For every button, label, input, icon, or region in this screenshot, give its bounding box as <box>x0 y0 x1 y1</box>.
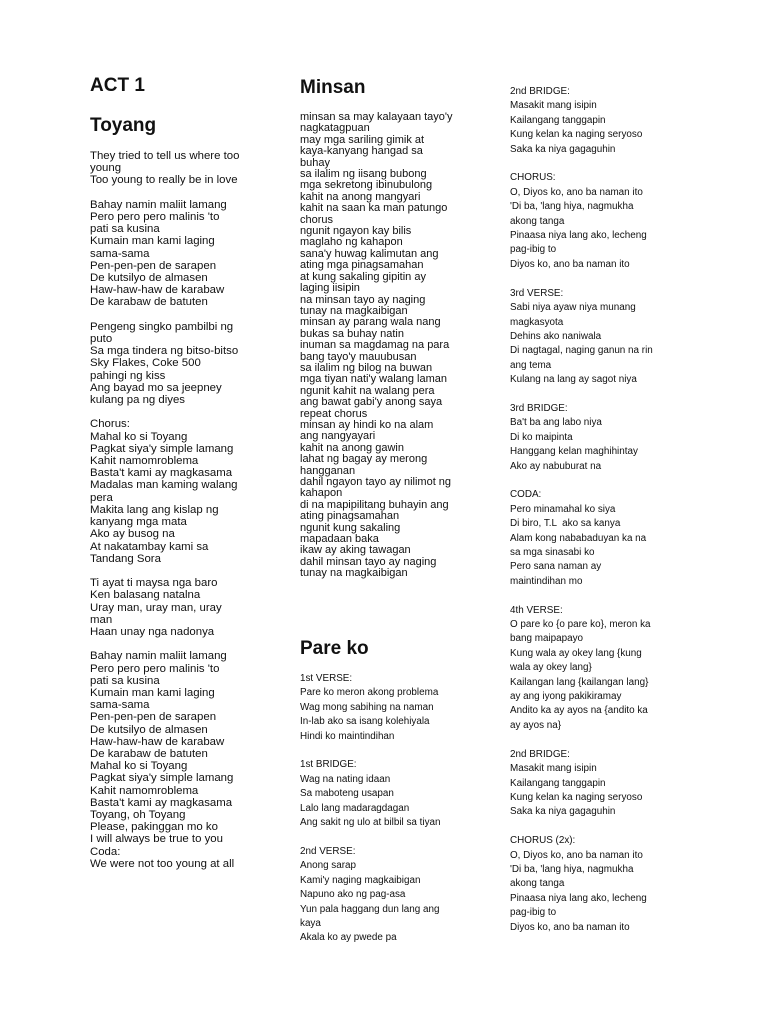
lyric-line: 4th VERSE: <box>510 604 563 616</box>
lyric-line <box>510 157 653 171</box>
lyric-line: Mahal ko si Toyang <box>90 760 188 773</box>
lyric-line: Kung kelan ka naging seryoso <box>510 791 643 803</box>
lyric-line: We were not too young at all <box>90 857 235 870</box>
lyric-line: Di biro, T.L ako sa kanya <box>510 518 621 530</box>
lyric-line: Kahit namomroblema <box>90 784 199 797</box>
lyric-line: Tandang Sora <box>90 552 161 565</box>
lyric-line: Kumain man kami laging <box>90 235 215 248</box>
lyric-line: 2nd VERSE: <box>300 845 356 857</box>
lyric-line: Coda: <box>90 845 121 858</box>
lyric-line <box>510 474 653 488</box>
lyric-line: hangganan <box>300 464 356 477</box>
lyric-line: kahit na anong gawin <box>300 441 404 454</box>
lyric-line: Bahay namin maliit lamang <box>90 198 227 211</box>
lyric-line: sa ilalim ng bilog na buwan <box>300 361 433 374</box>
lyric-line: Please, pakinggan mo ko <box>90 821 218 834</box>
lyric-line: Ako ay busog na <box>90 528 175 541</box>
lyric-line: 2nd BRIDGE: <box>510 748 570 760</box>
lyric-line: Diyos ko, ano ba naman ito <box>510 258 630 270</box>
lyric-line: ang tema <box>510 359 552 371</box>
lyric-line: 1st BRIDGE: <box>300 759 357 771</box>
lyric-line: Pengeng singko pambilbi ng <box>90 320 234 333</box>
lyric-line: sa ilalim ng iisang bubong <box>300 168 427 181</box>
lyric-line: Saka ka niya gagaguhin <box>510 806 616 818</box>
act-heading: ACT 1 <box>90 75 145 96</box>
lyric-line: Ba't ba ang labo niya <box>510 417 602 429</box>
lyric-line: pag-ibig to <box>510 244 557 256</box>
lyric-line: Anong sarap <box>300 860 357 872</box>
lyric-line: Kulang na lang ay sagot niya <box>510 374 637 386</box>
lyric-line: mapadaan baka <box>300 533 379 546</box>
lyric-line: Masakit mang isipin <box>510 100 597 112</box>
lyric-line: O, Diyos ko, ano ba naman ito <box>510 849 643 861</box>
lyric-line: lahat ng bagay ay merong <box>300 453 428 466</box>
lyric-line: 'Di ba, 'lang hiya, nagmukha <box>510 201 634 213</box>
lyric-line: Pen-pen-pen de sarapen <box>90 711 217 724</box>
lyric-line: Mahal ko si Toyang <box>90 430 188 443</box>
lyric-line: Napuno ako ng pag-asa <box>300 889 406 901</box>
lyric-line: kahapon <box>300 487 343 500</box>
lyric-line: ikaw ay aking tawagan <box>300 544 411 557</box>
lyric-line: pati sa kusina <box>90 223 160 236</box>
song-title-minsan: Minsan <box>300 77 366 98</box>
lyric-line: Ang bayad mo sa jeepney <box>90 381 222 394</box>
lyric-line: Haan unay nga nadonya <box>90 625 215 638</box>
lyric-line: In-lab ako sa isang kolehiyala <box>300 716 430 728</box>
lyric-line: Haw-haw-haw de karabaw <box>90 735 225 748</box>
lyric-line: minsan ay hindi ko na alam <box>300 418 434 431</box>
lyric-line: Alam kong nababaduyan ka na <box>510 532 647 544</box>
lyric-line: magkasyota <box>510 316 564 328</box>
lyrics-minsan <box>300 112 453 580</box>
lyric-line <box>90 309 239 321</box>
lyric-line: Pagkat siya'y simple lamang <box>90 772 234 785</box>
lyric-line: maglaho ng kahapon <box>300 236 403 249</box>
lyric-line: chorus <box>300 213 334 226</box>
lyric-line: ating mga pinagsamahan <box>300 259 424 272</box>
lyric-line <box>510 820 653 834</box>
lyric-line: bang maipapayo <box>510 633 584 645</box>
lyric-line: puto <box>90 333 113 346</box>
lyric-line: sama-sama <box>90 247 150 260</box>
lyrics-pare-ko-continued <box>510 85 653 935</box>
lyric-line: laging iisipin <box>300 282 360 295</box>
lyric-line: Madalas man kaming walang <box>90 479 238 492</box>
lyric-line: Saka ka niya gagaguhin <box>510 143 616 155</box>
lyric-line: Bahay namin maliit lamang <box>90 650 227 663</box>
lyric-line: Pero pero pero malinis 'to <box>90 211 220 224</box>
lyric-line: at kung sakaling gipitin ay <box>300 270 426 283</box>
lyric-line <box>510 733 653 747</box>
lyric-line: 'Di ba, 'lang hiya, nagmukha <box>510 863 634 875</box>
lyric-line: tunay na magkaibigan <box>300 567 408 580</box>
lyric-line <box>90 187 239 199</box>
lyric-line: De karabaw de batuten <box>90 747 208 760</box>
lyric-line: Wag na nating idaan <box>300 773 391 785</box>
lyric-line: 3rd BRIDGE: <box>510 402 568 414</box>
lyric-line: dahil ngayon tayo ay nilimot ng <box>300 476 452 488</box>
lyric-line: Diyos ko, ano ba naman ito <box>510 921 630 933</box>
lyric-line: Yun pala haggang dun lang ang <box>300 903 440 915</box>
lyric-line: CODA: <box>510 489 542 501</box>
lyric-line: Ang sakit ng ulo at bilbil sa tiyan <box>300 817 441 829</box>
lyric-line: Basta't kami ay magkasama <box>90 467 233 480</box>
lyric-line: Pagkat siya'y simple lamang <box>90 442 234 455</box>
lyric-line: ngunit ngayon kay bilis <box>300 225 412 238</box>
lyric-line: bukas sa buhay natin <box>300 327 404 340</box>
lyric-line: repeat chorus <box>300 407 368 420</box>
lyric-line: Kung kelan ka naging seryoso <box>510 129 643 141</box>
lyric-line: Andito ka ay ayos na {andito ka <box>510 705 648 717</box>
lyrics-pare-ko <box>300 672 441 946</box>
lyric-line: pera <box>90 491 113 504</box>
lyric-line: Di ko maipinta <box>510 431 573 443</box>
lyric-line: Kailangan lang {kailangan lang} <box>510 676 649 688</box>
lyric-line: sama-sama <box>90 699 150 712</box>
lyric-line <box>300 830 441 844</box>
lyric-line: Ako ay nabuburat na <box>510 460 602 472</box>
lyric-line: pag-ibig to <box>510 907 557 919</box>
song-title-pare-ko: Pare ko <box>300 638 369 659</box>
lyric-line: I will always be true to you <box>90 833 223 846</box>
lyric-line: De karabaw de batuten <box>90 296 208 309</box>
lyric-line: Pero sana naman ay <box>510 561 602 573</box>
lyric-line: nagkatagpuan <box>300 122 370 135</box>
lyric-line: di na mapipilitang buhayin ang <box>300 498 449 511</box>
lyric-line: minsan ay parang wala nang <box>300 316 441 329</box>
lyric-line: Lalo lang madaragdagan <box>300 802 410 814</box>
lyric-line: Chorus: <box>90 418 130 431</box>
lyric-line: akong tanga <box>510 215 565 227</box>
lyric-line: 1st VERSE: <box>300 673 353 684</box>
lyric-line <box>510 589 653 603</box>
lyric-line: ngunit kahit na walang pera <box>300 384 435 397</box>
lyric-line <box>300 744 441 758</box>
lyric-line: wala ay okey lang} <box>510 662 592 674</box>
lyric-line: akong tanga <box>510 878 565 890</box>
lyric-line: Akala ko ay pwede pa <box>300 932 397 944</box>
lyric-line: ang bawat gabi'y anong saya <box>300 396 443 409</box>
lyric-line: kahit na saan ka man patungo <box>300 202 448 215</box>
lyric-line: ngunit kung sakaling <box>300 521 401 534</box>
lyric-line: Haw-haw-haw de karabaw <box>90 284 225 297</box>
lyric-line: ating pinagsamahan <box>300 510 400 523</box>
lyric-line: Basta't kami ay magkasama <box>90 796 233 809</box>
lyric-line: Hanggang kelan maghihintay <box>510 446 638 458</box>
lyric-line <box>510 388 653 402</box>
lyric-line: Pinaasa niya lang ako, lecheng <box>510 892 647 904</box>
lyric-line: man <box>90 613 113 626</box>
lyric-line: CHORUS (2x): <box>510 835 576 847</box>
lyric-line: 3rd VERSE: <box>510 287 564 299</box>
lyric-line: bang tayo'y mauubusan <box>300 350 417 363</box>
lyric-line: Ti ayat ti maysa nga baro <box>90 577 218 590</box>
lyric-line: Hindi ko maintindihan <box>300 730 395 742</box>
lyric-line: maintindihan mo <box>510 575 583 587</box>
lyric-line: 2nd BRIDGE: <box>510 86 570 97</box>
lyric-line: De kutsilyo de almasen <box>90 272 208 285</box>
lyric-line: Sa maboteng usapan <box>300 788 394 800</box>
lyric-line: may mga sariling gimik at <box>300 133 425 146</box>
lyric-line: kaya-kanyang hangad sa <box>300 145 423 158</box>
lyric-line <box>90 406 239 418</box>
lyrics-toyang <box>90 150 239 870</box>
lyric-line: kahit na anong mangyari <box>300 190 421 203</box>
lyric-line: Makita lang ang kislap ng <box>90 503 219 516</box>
lyric-line <box>510 272 653 286</box>
lyric-line: Kailangang tanggapin <box>510 114 606 126</box>
lyric-line: ay ayos na} <box>510 719 562 731</box>
lyric-line: Dehins ako naniwala <box>510 330 602 342</box>
lyric-line: Kahit namomroblema <box>90 455 199 468</box>
lyric-line: Sky Flakes, Coke 500 <box>90 357 201 370</box>
lyric-line: sa mga sinasabi ko <box>510 547 595 558</box>
lyric-line: minsan sa may kalayaan tayo'y <box>300 111 453 123</box>
lyric-line: na minsan tayo ay naging <box>300 293 426 306</box>
lyric-line: CHORUS: <box>510 172 556 184</box>
lyric-line: young <box>90 162 122 175</box>
lyric-line: O, Diyos ko, ano ba naman ito <box>510 186 643 198</box>
lyric-line: Pen-pen-pen de sarapen <box>90 259 217 272</box>
lyric-line: pati sa kusina <box>90 674 160 687</box>
lyric-line: Pero pero pero malinis 'to <box>90 662 220 675</box>
song-title-toyang: Toyang <box>90 115 157 136</box>
lyric-line: Pero minamahal ko siya <box>510 503 616 515</box>
lyric-line: dahil minsan tayo ay naging <box>300 555 437 568</box>
lyric-line: tunay na magkaibigan <box>300 304 408 317</box>
lyric-line: kulang pa ng diyes <box>90 394 185 407</box>
lyric-line: O pare ko {o pare ko}, meron ka <box>510 619 651 631</box>
lyric-line: Pinaasa niya lang ako, lecheng <box>510 230 647 242</box>
lyric-line: kanyang mga mata <box>90 516 187 529</box>
lyric-line: Kung wala ay okey lang {kung <box>510 647 642 659</box>
lyric-line: Toyang, oh Toyang <box>90 808 186 821</box>
lyric-line: De kutsilyo de almasen <box>90 723 208 736</box>
lyric-line <box>90 565 239 577</box>
lyric-line: mga tiyan nati'y walang laman <box>300 373 448 386</box>
lyric-line: Masakit mang isipin <box>510 763 597 775</box>
lyric-line: Pare ko meron akong problema <box>300 687 439 699</box>
lyric-line: kaya <box>300 917 321 929</box>
lyric-line: inuman sa magdamag na para <box>300 339 450 352</box>
lyric-line: ang nangyayari <box>300 430 376 443</box>
lyric-line: They tried to tell us where too <box>90 150 240 162</box>
lyric-line: At nakatambay kami sa <box>90 540 209 553</box>
lyric-line: Ken balasang natalna <box>90 589 201 602</box>
lyric-line: Kami'y naging magkaibigan <box>300 874 421 886</box>
lyric-line: ay ang iyong pakikiramay <box>510 691 622 703</box>
lyric-line: Wag mong sabihing na naman <box>300 701 434 713</box>
lyric-line: Di nagtagal, naging ganun na rin <box>510 345 653 357</box>
lyric-line: Kumain man kami laging <box>90 686 215 699</box>
lyric-line: mga sekretong ibinubulong <box>300 179 433 192</box>
lyric-line: pahingi ng kiss <box>90 369 166 382</box>
lyric-line: Uray man, uray man, uray <box>90 601 222 614</box>
lyric-line: Sa mga tindera ng bitso-bitso <box>90 345 239 358</box>
lyric-line: Too young to really be in love <box>90 174 238 187</box>
lyric-line: Sabi niya ayaw niya munang <box>510 302 636 314</box>
lyric-line: sana'y huwag kalimutan ang <box>300 247 439 260</box>
lyric-line <box>90 638 239 650</box>
lyric-line: Kailangang tanggapin <box>510 777 606 789</box>
lyric-line: buhay <box>300 156 330 169</box>
